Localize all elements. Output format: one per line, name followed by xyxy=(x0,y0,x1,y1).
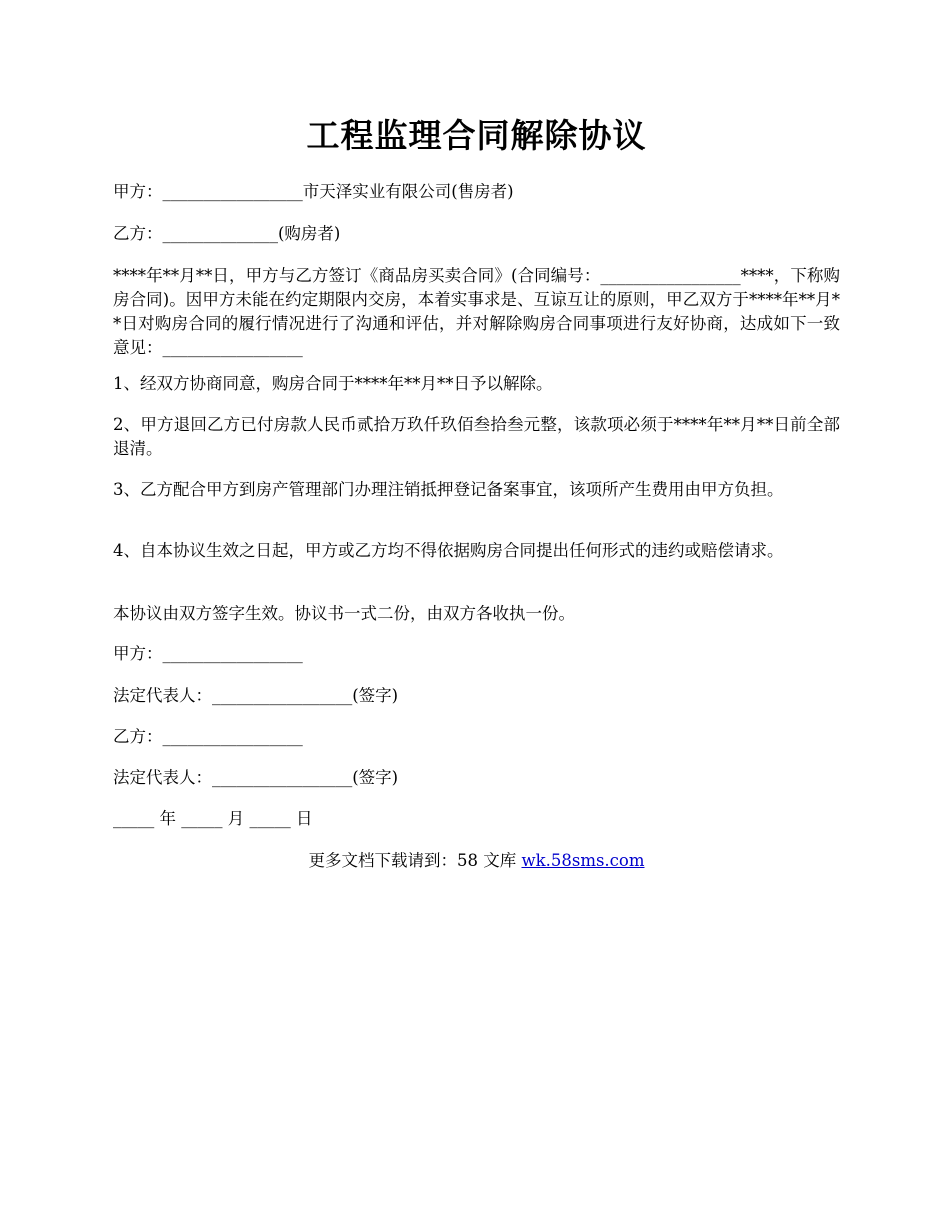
download-footer xyxy=(113,849,840,873)
signature-party-b: 乙方：_________________ xyxy=(113,727,303,746)
intro-paragraph: ****年**月**日，甲方与乙方签订《商品房买卖合同》(合同编号：_________________****，下称购房合同)。因甲方未能在约定期限内交房，本着实事求是、互谅互让的原则，甲乙双方于****年**月**日对购房合同的履行情况进行了沟通和评估，并对解除购房合同事项进行友好协商，达成如下一致意见：_________________ xyxy=(113,266,840,357)
effect-statement: 本协议由双方签字生效。协议书一式二份，由双方各收执一份。 xyxy=(113,604,575,623)
date-line: _____ 年 _____ 月 _____ 日 xyxy=(113,809,313,828)
party-b-line: 乙方：______________(购房者) xyxy=(113,224,341,243)
signature-party-a: 甲方：_________________ xyxy=(113,644,303,663)
document-title: 工程监理合同解除协议 xyxy=(306,116,647,155)
signature-rep-a: 法定代表人：_________________(签字) xyxy=(113,686,399,705)
clause-2: 2、甲方退回乙方已付房款人民币贰拾万玖仟玖佰叁拾叁元整，该款项必须于****年**月**日前全部退清。 xyxy=(113,415,840,458)
footer-link[interactable]: wk.58sms.com xyxy=(521,851,645,870)
footer-text: 更多文档下载请到：58 文库 xyxy=(308,851,522,870)
party-a-line: 甲方：_________________市天泽实业有限公司(售房者) xyxy=(113,182,514,201)
clause-4: 4、自本协议生效之日起，甲方或乙方均不得依据购房合同提出任何形式的违约或赔偿请求。 xyxy=(113,541,784,560)
clause-3: 3、乙方配合甲方到房产管理部门办理注销抵押登记备案事宜，该项所产生费用由甲方负担。 xyxy=(113,480,784,499)
signature-rep-b: 法定代表人：_________________(签字) xyxy=(113,768,399,787)
clause-1: 1、经双方协商同意，购房合同于****年**月**日予以解除。 xyxy=(113,374,553,393)
